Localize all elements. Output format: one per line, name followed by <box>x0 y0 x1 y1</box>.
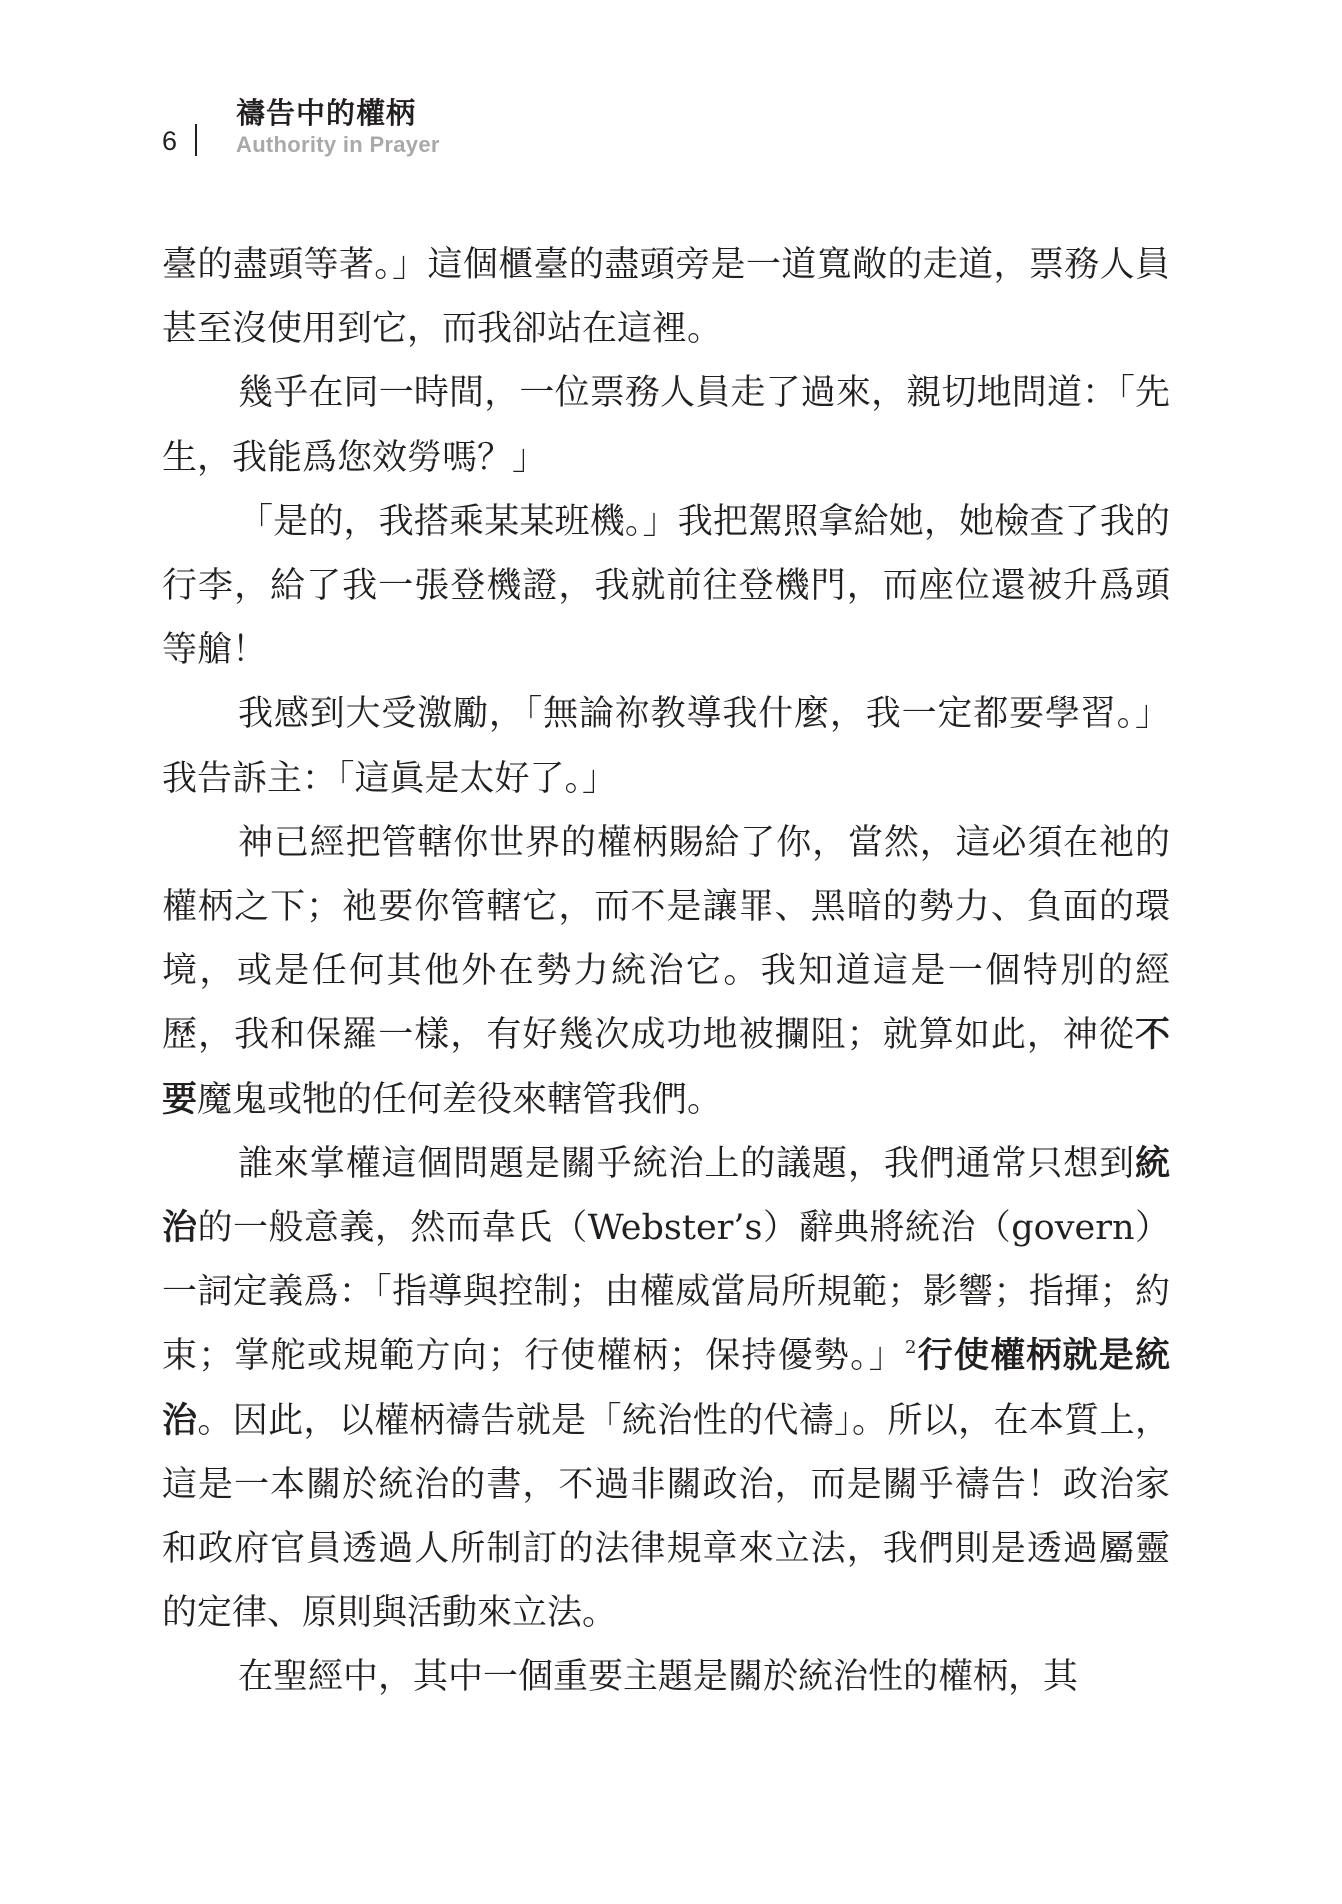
header-divider <box>195 124 197 156</box>
page-number: 6 <box>162 126 178 156</box>
emphasis-not-want: 不要 <box>162 1015 1170 1120</box>
paragraph-6 <box>162 1132 1170 1646</box>
paragraph-6-text-b: 的一般意義，然而韋氏（Webster’s）辭典將統治（govern）一詞定義爲：「指導與控制；由權威當局所規範；影響；指揮；約束；掌舵或規範方向；行使權柄；保持優勢。」 <box>162 1208 1170 1377</box>
book-title-english: Authority in Prayer <box>236 132 440 157</box>
emphasis-govern: 統治 <box>162 1143 1170 1249</box>
paragraph-4: 我感到大受激勵，「無論祢教導我什麼，我一定都要學習。」我告訴主：「這眞是太好了。」 <box>162 694 1170 799</box>
paragraph-5-text-b: 魔鬼或牠的任何差役來轄管我們。 <box>197 1079 723 1120</box>
paragraph-2: 幾乎在同一時間，一位票務人員走了過來，親切地問道：「先生，我能爲您效勞嗎？」 <box>162 373 1170 478</box>
paragraph-6-text-a: 誰來掌權這個問題是關乎統治上的議題，我們通常只想到 <box>238 1143 1135 1184</box>
paragraph-6-text-c: 。因此，以權柄禱告就是「統治性的代禱」。所以，在本質上，這是一本關於統治的書，不過非關政治，而是關乎禱告！政治家和政府官員透過人所制訂的法律規章來立法，我們則是透過屬靈的定律、原則與活動來立法。 <box>162 1400 1170 1634</box>
paragraph-5 <box>162 811 1170 1132</box>
book-title-chinese: 禱告中的權柄 <box>236 96 417 130</box>
footnote-marker: 2 <box>905 1337 917 1359</box>
paragraph-3: 「是的，我搭乘某某班機。」我把駕照拿給她，她檢查了我的行李，給了我一張登機證，我就前往登機門，而座位還被升爲頭等艙！ <box>162 501 1170 671</box>
paragraph-7: 在聖經中，其中一個重要主題是關於統治性的權柄，其 <box>238 1657 1079 1698</box>
paragraph-5-text-a: 神已經把管轄你世界的權柄賜給了你，當然，這必須在祂的權柄之下；祂要你管轄它，而不是讓罪、黑暗的勢力、負面的環境，或是任何其他外在勢力統治它。我知道這是一個特別的經歷，我和保羅一樣，有好幾次成功地被攔阻；就算如此，神從 <box>162 822 1170 1056</box>
body-text <box>162 233 1170 1710</box>
emphasis-authority-is-governing: 行使權柄就是統治 <box>162 1336 1170 1441</box>
paragraph-1: 臺的盡頭等著。」這個櫃臺的盡頭旁是一道寬敞的走道，票務人員甚至沒使用到它，而我卻站在這裡。 <box>162 245 1170 350</box>
running-header <box>162 96 582 166</box>
